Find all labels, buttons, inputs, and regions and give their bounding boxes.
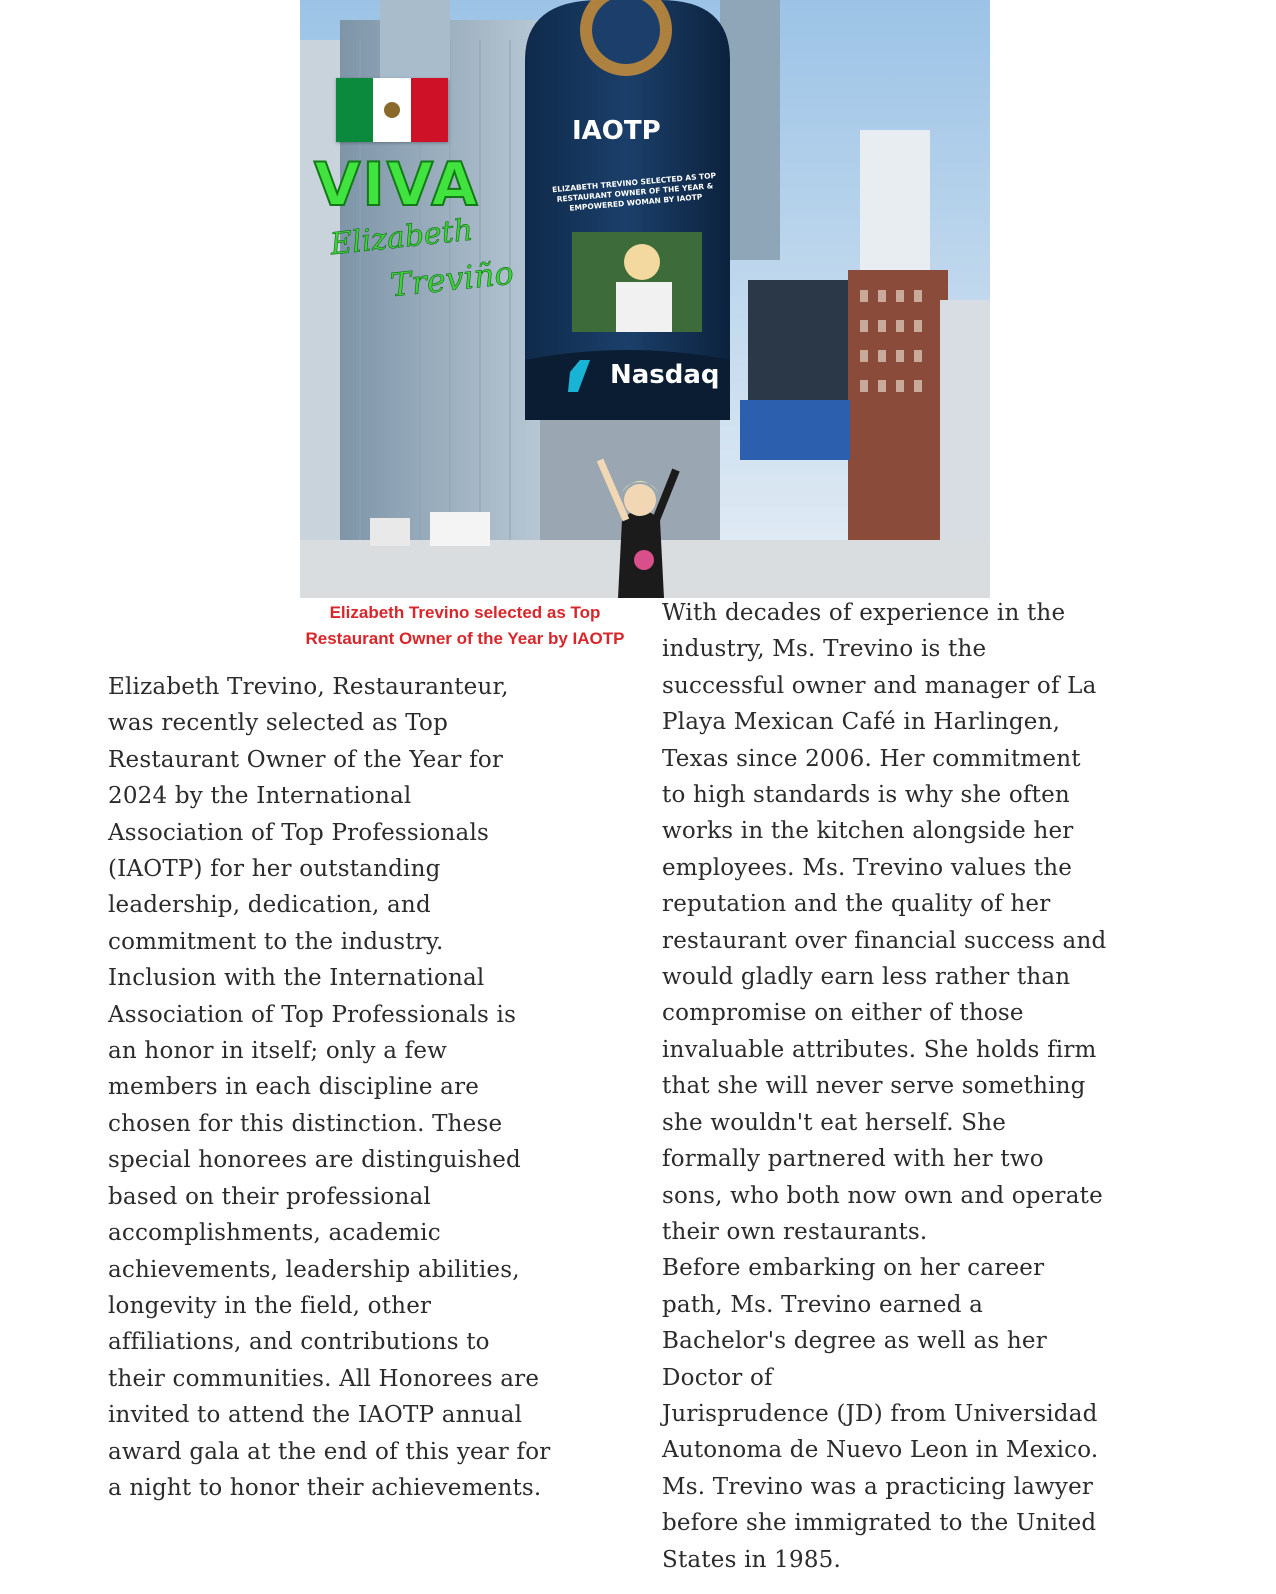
- nasdaq-logo: Nasdaq: [610, 360, 720, 390]
- text-line: achievements, leadership abilities,: [108, 1256, 520, 1283]
- text-line: their communities. All Honorees are: [108, 1365, 540, 1392]
- text-line: their own restaurants.: [662, 1218, 928, 1245]
- text-line: 2024 by the International: [108, 783, 412, 810]
- text-line: Jurisprudence (JD) from Universidad: [662, 1400, 1098, 1427]
- text-line: Inclusion with the International: [108, 965, 485, 992]
- text-line: works in the kitchen alongside her: [662, 818, 1074, 845]
- text-line: employees. Ms. Trevino values the: [662, 854, 1073, 881]
- tower-ticker-text: ELIZABETH TREVINO SELECTED AS TOP RESTAURANT OWNER OF THE YEAR & EMPOWERED WOMAN BY IAOTP: [551, 170, 717, 213]
- text-line: based on their professional: [108, 1183, 431, 1210]
- text-line: sons, who both now own and operate: [662, 1182, 1103, 1209]
- text-line: to high standards is why she often: [662, 782, 1070, 809]
- text-line: Before embarking on her career: [662, 1255, 1045, 1282]
- article-right-column: [662, 595, 1122, 1578]
- text-line: path, Ms. Trevino earned a: [662, 1291, 984, 1318]
- text-line: (IAOTP) for her outstanding: [108, 856, 441, 883]
- text-line: affiliations, and contributions to: [108, 1329, 490, 1356]
- text-line: longevity in the field, other: [108, 1292, 432, 1319]
- text-line: invaluable attributes. She holds firm: [662, 1036, 1097, 1063]
- mexico-flag-icon: [336, 78, 448, 142]
- tower-iaotp-logo: IAOTP: [572, 116, 661, 146]
- text-line: Doctor of: [662, 1364, 773, 1391]
- text-line: commitment to the industry.: [108, 928, 444, 955]
- image-caption: Elizabeth Trevino selected as Top Restaurant Owner of the Year by IAOTP: [305, 603, 625, 648]
- text-line: she wouldn't eat herself. She: [662, 1109, 1007, 1136]
- text-line: With decades of experience in the: [662, 600, 1066, 626]
- text-line: accomplishments, academic: [108, 1220, 441, 1247]
- text-line: award gala at the end of this year for: [108, 1438, 551, 1465]
- text-line: Restaurant Owner of the Year for: [108, 746, 504, 773]
- text-line: industry, Ms. Trevino is the: [662, 636, 987, 663]
- viva-title: VIVA: [314, 150, 480, 220]
- text-line: special honorees are distinguished: [108, 1147, 521, 1174]
- text-line: would gladly earn less rather than: [662, 964, 1071, 991]
- text-line: Playa Mexican Café in Harlingen,: [662, 709, 1061, 736]
- text-line: States in 1985.: [662, 1546, 842, 1573]
- text-line: an honor in itself; only a few: [108, 1038, 448, 1065]
- signature-last-name: Treviño: [388, 253, 516, 305]
- text-line: restaurant over financial success and: [662, 927, 1107, 954]
- text-line: a night to honor their achievements.: [108, 1474, 542, 1501]
- text-line: Elizabeth Trevino, Restauranteur,: [108, 674, 509, 700]
- text-line: formally partnered with her two: [662, 1146, 1044, 1173]
- text-line: Bachelor's degree as well as her: [662, 1328, 1047, 1355]
- text-line: was recently selected as Top: [108, 710, 449, 737]
- text-line: before she immigrated to the United: [662, 1510, 1097, 1537]
- text-line: invited to attend the IAOTP annual: [108, 1402, 523, 1429]
- eagle-emblem-icon: [384, 102, 400, 118]
- article-left-column: [108, 669, 551, 1506]
- text-line: Autonoma de Nuevo Leon in Mexico.: [662, 1437, 1099, 1464]
- signature-first-name: Elizabeth: [328, 212, 475, 263]
- text-line: reputation and the quality of her: [662, 891, 1051, 918]
- text-line: chosen for this distinction. These: [108, 1110, 503, 1137]
- text-line: members in each discipline are: [108, 1074, 480, 1101]
- text-line: compromise on either of those: [662, 1000, 1024, 1027]
- text-line: that she will never serve something: [662, 1073, 1086, 1100]
- text-line: successful owner and manager of La: [662, 672, 1097, 699]
- text-line: Association of Top Professionals is: [108, 1001, 517, 1028]
- text-line: Association of Top Professionals: [108, 819, 490, 846]
- text-line: Texas since 2006. Her commitment: [662, 745, 1081, 772]
- text-line: Ms. Trevino was a practicing lawyer: [662, 1473, 1094, 1500]
- hero-image: [300, 0, 990, 598]
- text-line: leadership, dedication, and: [108, 892, 431, 919]
